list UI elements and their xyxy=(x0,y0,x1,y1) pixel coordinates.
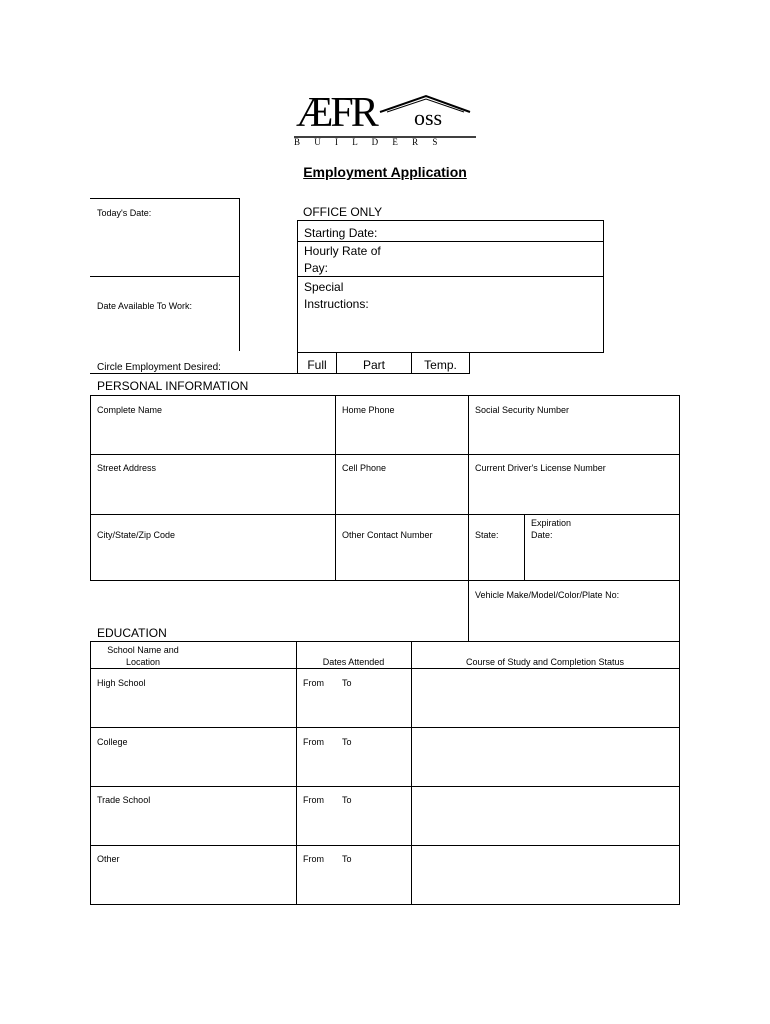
edu-to-label: To xyxy=(342,854,352,864)
edu-row-label: Other xyxy=(97,854,120,864)
employment-option-part[interactable]: Part xyxy=(362,358,385,372)
edu-col-1 xyxy=(296,641,297,905)
personal-info-heading: PERSONAL INFORMATION xyxy=(97,379,249,393)
street-address-label: Street Address xyxy=(97,463,157,473)
edu-row-label: High School xyxy=(97,678,146,688)
office-divider-1 xyxy=(297,241,604,242)
logo-mark: ÆFR xyxy=(296,90,376,136)
personal-row-2 xyxy=(90,514,680,515)
edu-from-label: From xyxy=(303,737,324,747)
personal-left xyxy=(90,395,91,581)
personal-right xyxy=(679,395,680,642)
logo-tail: oss xyxy=(414,105,443,130)
personal-top xyxy=(90,395,680,396)
todays-date-label: Today's Date: xyxy=(97,208,152,218)
edu-row-label: College xyxy=(97,737,128,747)
edu-bottom xyxy=(90,904,680,905)
edu-col-2 xyxy=(411,641,412,905)
hourly-rate-label: Hourly Rate of Pay: xyxy=(304,244,381,275)
personal-row-1 xyxy=(90,454,680,455)
edu-row-label: Trade School xyxy=(97,795,151,805)
edu-col-school-header: School Name and Location xyxy=(107,645,179,667)
logo-subtitle: B U I L D E R S xyxy=(294,137,444,147)
office-only-heading: OFFICE ONLY xyxy=(303,205,383,219)
special-instructions-label: Special Instructions: xyxy=(304,280,369,311)
edu-top xyxy=(90,641,680,642)
edu-col-dates-header: Dates Attended xyxy=(322,657,385,667)
employment-underline xyxy=(90,373,297,374)
employment-option-full[interactable]: Full xyxy=(307,358,327,372)
employment-option-temp[interactable]: Temp. xyxy=(424,358,457,372)
personal-col-2 xyxy=(468,395,469,642)
personal-col-state xyxy=(524,514,525,581)
other-contact-label: Other Contact Number xyxy=(342,530,433,540)
company-logo xyxy=(292,92,478,150)
drivers-license-label: Current Driver's License Number xyxy=(475,463,606,473)
complete-name-label: Complete Name xyxy=(97,405,163,415)
edu-to-label: To xyxy=(342,795,352,805)
vehicle-label: Vehicle Make/Model/Color/Plate No: xyxy=(475,590,620,600)
date-box xyxy=(90,198,240,351)
edu-to-label: To xyxy=(342,737,352,747)
edu-row-1 xyxy=(90,727,680,728)
personal-col-1 xyxy=(335,395,336,581)
edu-header-bottom xyxy=(90,668,680,669)
starting-date-label: Starting Date: xyxy=(304,226,378,240)
cell-phone-label: Cell Phone xyxy=(342,463,387,473)
education-heading: EDUCATION xyxy=(97,626,167,640)
edu-right xyxy=(679,641,680,905)
edu-row-3 xyxy=(90,845,680,846)
edu-col-course-header: Course of Study and Completion Status xyxy=(465,657,625,667)
home-phone-label: Home Phone xyxy=(342,405,395,415)
document-title: Employment Application xyxy=(303,164,467,180)
edu-to-label: To xyxy=(342,678,352,688)
edu-from-label: From xyxy=(303,678,324,688)
state-label: State: xyxy=(475,530,499,540)
edu-from-label: From xyxy=(303,854,324,864)
ssn-label: Social Security Number xyxy=(475,405,570,415)
personal-row-3 xyxy=(90,580,680,581)
edu-from-label: From xyxy=(303,795,324,805)
date-available-label: Date Available To Work: xyxy=(97,301,193,311)
city-state-zip-label: City/State/Zip Code xyxy=(97,530,176,540)
edu-row-2 xyxy=(90,786,680,787)
date-box-divider xyxy=(90,276,240,277)
circle-employment-label: Circle Employment Desired: xyxy=(97,362,221,373)
expiration-date-label: Expiration Date: xyxy=(531,518,572,540)
edu-left xyxy=(90,641,91,905)
